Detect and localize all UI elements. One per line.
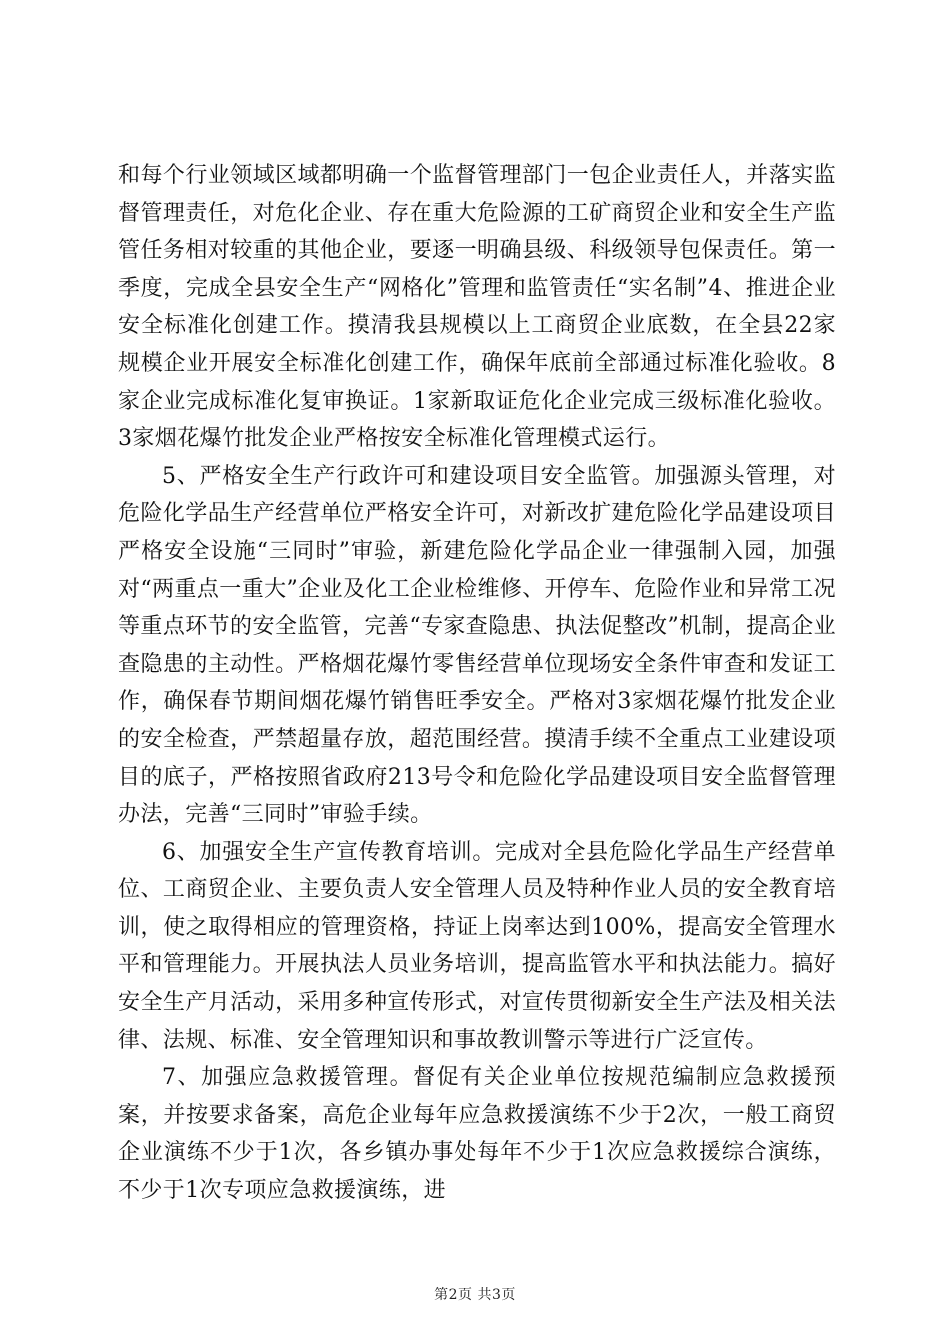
paragraph-1: 和每个行业领域区域都明确一个监督管理部门一包企业责任人，并落实监督管理责任，对危化企业、存在重大危险源的工矿商贸企业和安全生产监管任务相对较重的其他企业，要逐一明确县级、科级领导包保责任。第一季度，完成全县安全生产“网格化”管理和监管责任“实名制”4、推进企业安全标准化创建工作。摸清我县规模以上工商贸企业底数，在全县22家规模企业开展安全标准化创建工作，确保年底前全部通过标准化验收。8家企业完成标准化复审换证。1家新取证危化企业完成三级标准化验收。3家烟花爆竹批发企业严格按安全标准化管理模式运行。 bbox=[118, 163, 836, 452]
page-footer: 第2页 共3页 bbox=[434, 1287, 516, 1303]
document-body bbox=[118, 157, 836, 1210]
paragraph-3: 6、加强安全生产宣传教育培训。完成对全县危险化学品生产经营单位、工商贸企业、主要负责人安全管理人员及特种作业人员的安全教育培训，使之取得相应的管理资格，持证上岗率达到100%，提高安全管理水平和管理能力。开展执法人员业务培训，提高监管水平和执法能力。搞好安全生产月活动，采用多种宣传形式，对宣传贯彻新安全生产法及相关法律、法规、标准、安全管理知识和事故教训警示等进行广泛宣传。 bbox=[118, 839, 836, 1053]
paragraph-2: 5、严格安全生产行政许可和建设项目安全监管。加强源头管理，对危险化学品生产经营单位严格安全许可，对新改扩建危险化学品建设项目严格安全设施“三同时”审验，新建危险化学品企业一律强制入园，加强对“两重点一重大”企业及化工企业检维修、开停车、危险作业和异常工况等重点环节的安全监管，完善“专家查隐患、执法促整改”机制，提高企业查隐患的主动性。严格烟花爆竹零售经营单位现场安全条件审查和发证工作，确保春节期间烟花爆竹销售旺季安全。严格对3家烟花爆竹批发企业的安全检查，严禁超量存放，超范围经营。摸清手续不全重点工业建设项目的底子，严格按照省政府213号令和危险化学品建设项目安全监督管理办法，完善“三同时”审验手续。 bbox=[118, 463, 836, 828]
paragraph-4: 7、加强应急救援管理。督促有关企业单位按规范编制应急救援预案，并按要求备案，高危企业每年应急救援演练不少于2次，一般工商贸企业演练不少于1次，各乡镇办事处每年不少于1次应急救援综合演练，不少于1次专项应急救援演练，进 bbox=[118, 1065, 836, 1204]
